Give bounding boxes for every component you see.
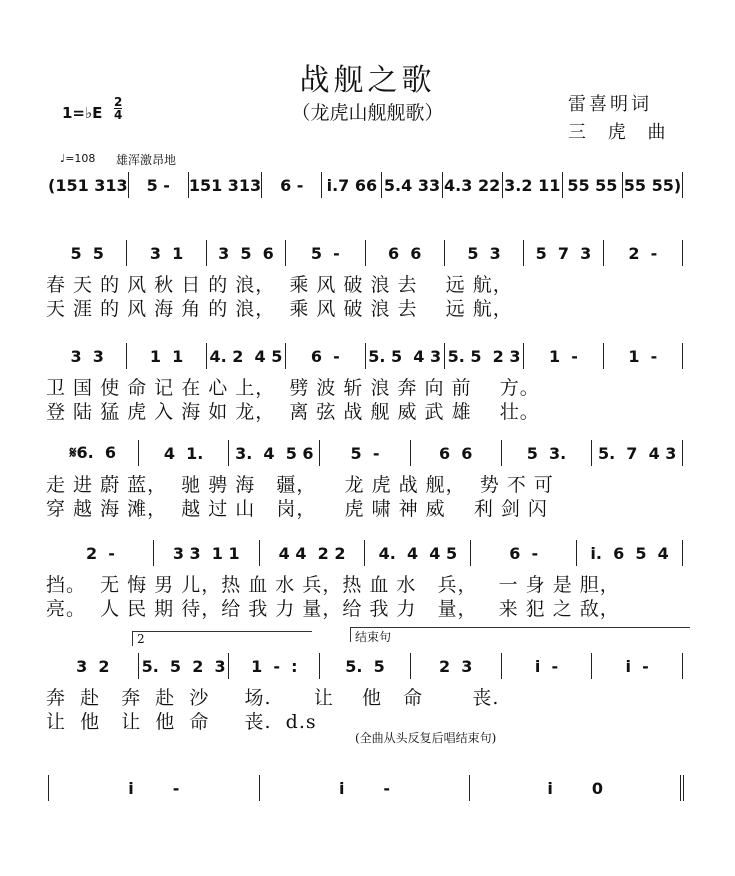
measure: 6 - — [262, 172, 322, 198]
lyric-line: 登 陆 猛 虎 入 海 如 龙， 离 弦 战 舰 威 武 雄 壮。 — [46, 401, 540, 423]
measure: 5 - — [129, 172, 189, 198]
time-bottom: 4 — [114, 108, 123, 122]
measure: 4 4 2 2 — [260, 540, 366, 566]
measure: 5. 5 2 3 — [139, 653, 230, 679]
lyric-line: 天 涯 的 风 海 角 的 浪， 乘 风 破 浪 去 远 航， — [46, 298, 513, 320]
lyric-line: 奔 赴 奔 赴 沙 场. 让 他 命 丧. — [46, 687, 500, 709]
measure: 5. 7 4 3 — [592, 440, 683, 466]
measure: 3.2 11 — [503, 172, 563, 198]
measure: 3 3 — [48, 343, 127, 369]
measure: 5 3. — [502, 440, 593, 466]
measure: (151 313 — [48, 172, 129, 198]
score-system — [48, 540, 683, 566]
measure: i - — [260, 775, 471, 801]
lyric-line: 让 他 让 他 命 丧. d.s — [46, 711, 317, 733]
measure: 𝄋6. 6 — [48, 440, 139, 466]
composer: 三 虎 曲 — [568, 122, 674, 143]
measure: 5 3 — [445, 240, 524, 266]
measure: i - — [502, 653, 593, 679]
measure: 5 5 — [48, 240, 127, 266]
measure: 1 - — [604, 343, 683, 369]
time-top: 2 — [114, 95, 123, 109]
measure: 5. 5 4 3 — [366, 343, 445, 369]
measure: 5 7 3 — [524, 240, 603, 266]
tempo-mark: ♩=108 — [60, 152, 96, 165]
lyric-line: 走 进 蔚 蓝， 驰 骋 海 疆， 龙 虎 战 舰， 势 不 可 — [46, 474, 554, 496]
measure: 4.3 22 — [443, 172, 503, 198]
score-system — [48, 172, 683, 198]
song-subtitle: （龙虎山舰舰歌） — [291, 102, 444, 124]
score-system — [48, 240, 683, 266]
measure: 4 1. — [139, 440, 230, 466]
measure: 2 - — [604, 240, 683, 266]
coda-label: 结束句 — [350, 627, 690, 642]
measure: 55 55) — [623, 172, 683, 198]
measure: 55 55 — [563, 172, 623, 198]
measure: 1 - — [524, 343, 603, 369]
measure: 5 - — [320, 440, 411, 466]
lyric-line: 挡。 无 悔 男 儿，热 血 水 兵，热 血 水 兵， 一 身 是 胆， — [46, 574, 620, 596]
lyric-line: 亮。 人 民 期 待，给 我 力 量，给 我 力 量， 来 犯 之 敌， — [46, 598, 620, 620]
measure: 1 - : — [229, 653, 320, 679]
expression-mark: 雄浑激昂地 — [116, 153, 177, 167]
measure: 4. 2 4 5 — [207, 343, 286, 369]
measure: 3 1 — [127, 240, 206, 266]
measure: 5.4 33 — [382, 172, 442, 198]
score-system — [48, 440, 683, 466]
measure: 6 6 — [366, 240, 445, 266]
measure: 3 5 6 — [207, 240, 286, 266]
score-system — [48, 653, 683, 679]
measure: 3 3 1 1 — [154, 540, 260, 566]
measure: i.7 66 — [322, 172, 382, 198]
lyricist: 雷喜明词 — [568, 94, 652, 115]
measure: 2 - — [48, 540, 154, 566]
measure: i. 6 5 4 — [577, 540, 683, 566]
performance-note: (全曲从头反复后唱结束句) — [355, 731, 497, 745]
lyric-line: 春 天 的 风 秋 日 的 浪， 乘 风 破 浪 去 远 航， — [46, 274, 513, 296]
lyric-line: 穿 越 海 滩， 越 过 山 岗， 虎 啸 神 威 利 剑 闪 — [46, 498, 548, 520]
measure: 6 - — [471, 540, 577, 566]
measure: 3 2 — [48, 653, 139, 679]
lyric-line: 卫 国 使 命 记 在 心 上， 劈 波 斩 浪 奔 向 前 方。 — [46, 377, 540, 399]
second-ending-bracket: 2 — [132, 631, 312, 646]
measure: 4. 4 4 5 — [365, 540, 471, 566]
measure: 5. 5 2 3 — [445, 343, 524, 369]
measure: 1 1 — [127, 343, 206, 369]
measure: 151 313 — [189, 172, 262, 198]
measure: 2 3 — [411, 653, 502, 679]
song-title: 战舰之歌 — [299, 63, 436, 98]
key-signature: 1=♭E — [62, 104, 103, 122]
measure: 5 - — [286, 240, 365, 266]
score-system — [48, 343, 683, 369]
measure: 6 - — [286, 343, 365, 369]
measure: i - — [592, 653, 683, 679]
measure: 3. 4 5 6 — [229, 440, 320, 466]
measure: i - — [49, 775, 260, 801]
measure: 5. 5 — [320, 653, 411, 679]
score-system — [48, 775, 684, 801]
time-signature — [114, 96, 122, 121]
measure: i 0 — [470, 775, 684, 801]
measure: 6 6 — [411, 440, 502, 466]
